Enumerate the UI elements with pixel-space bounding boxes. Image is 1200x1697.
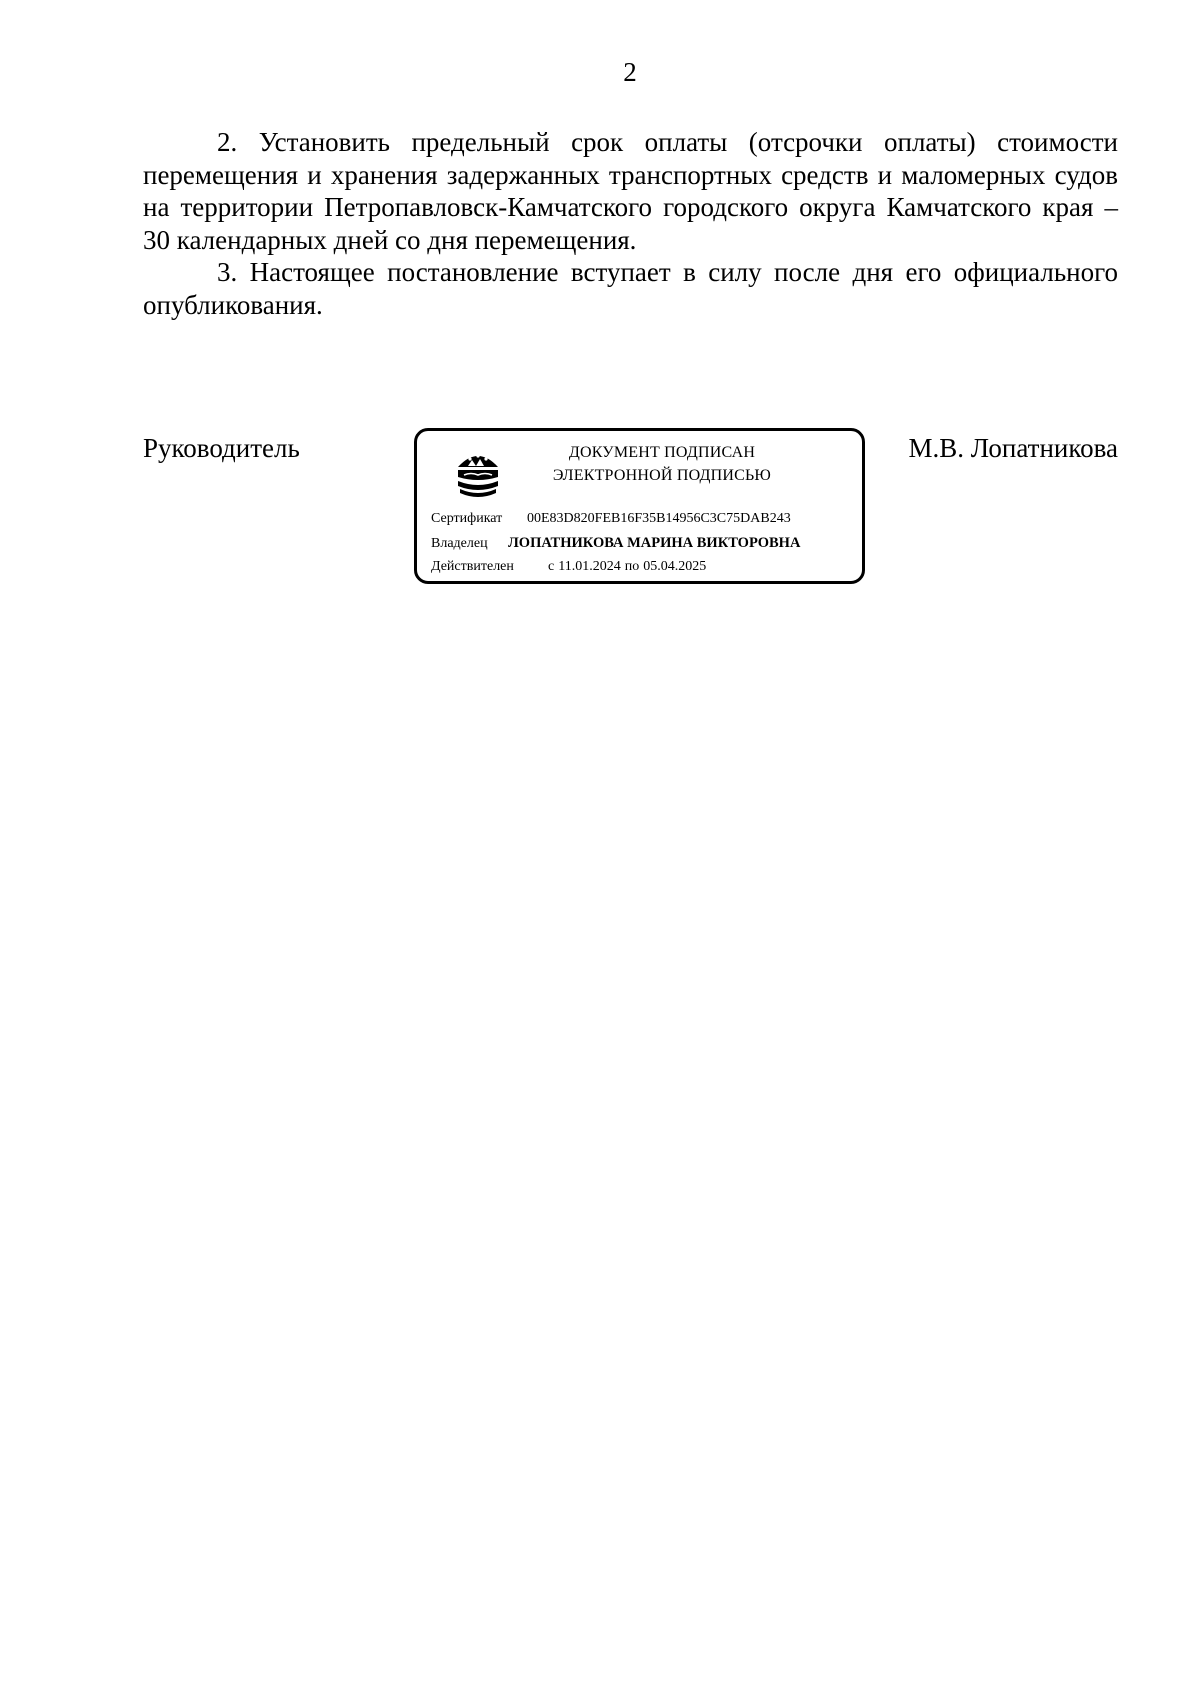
page-number: 2 (623, 57, 637, 87)
validity-from-word: с (548, 559, 555, 574)
stamp-owner-row (431, 534, 800, 553)
paragraph-3: 3. Настоящее постановление вступает в силу после дня его официального опубликования. (143, 257, 1118, 320)
validity-label: Действителен (431, 559, 514, 574)
owner-value: ЛОПАТНИКОВА МАРИНА ВИКТОРОВНА (508, 535, 801, 551)
stamp-header-line-2: ЭЛЕКТРОННОЙ ПОДПИСЬЮ (552, 467, 772, 484)
signatory-name: М.В. Лопатникова (908, 433, 1118, 463)
stamp-header (527, 441, 797, 487)
validity-to-word: по (624, 559, 640, 574)
document-body (143, 126, 1118, 321)
validity-from-date: 11.01.2024 (558, 559, 621, 574)
stamp-header-line-1: ДОКУМЕНТ ПОДПИСАН (568, 444, 756, 461)
validity-to-date: 05.04.2025 (643, 559, 707, 574)
paragraph-2: 2. Установить предельный срок оплаты (отсрочки оплаты) стоимости перемещения и хранения задержанных транспортных средств и маломерных судов на территории Петропавловск-Камчатского городского округа Камчатского края – 30 календарных дней со дня перемещения. (143, 127, 1118, 255)
stamp-certificate-row (431, 510, 791, 528)
electronic-signature-stamp (414, 428, 865, 584)
coat-of-arms-icon (454, 449, 502, 501)
stamp-validity-row (431, 558, 706, 576)
signature-block (143, 428, 1118, 598)
certificate-value: 00E83D820FEB16F35B14956C3C75DAB243 (527, 511, 791, 526)
owner-label: Владелец (431, 536, 488, 551)
certificate-label: Сертификат (431, 511, 503, 526)
signatory-position: Руководитель (143, 433, 300, 463)
